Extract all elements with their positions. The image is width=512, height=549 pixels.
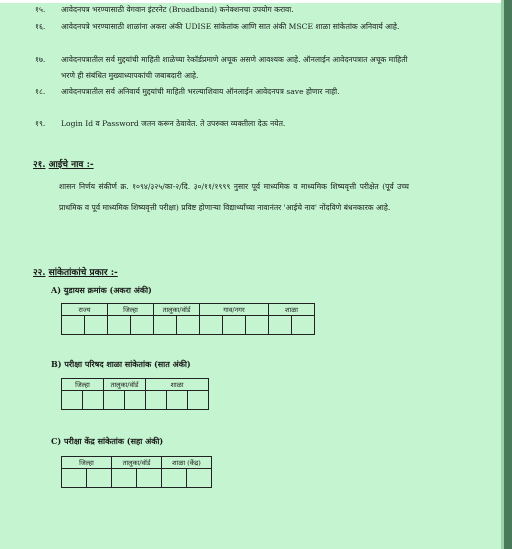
digit-box[interactable] <box>62 391 83 410</box>
code-b-title: B) परीक्षा परिषद शाळा सांकेतांक (सात अंकी) <box>51 359 191 369</box>
header-cell: तालुका/वॉर्ड <box>154 304 200 316</box>
header-cell: राज्य <box>62 304 108 316</box>
section-21-heading <box>33 157 94 170</box>
header-cell: जिल्हा <box>62 457 112 469</box>
item-text: आवेदनपत्रातील सर्व अनिवार्य मुद्दयांची माहिती भरल्याशिवाय ऑनलाईन आवेदनपत्र save होणार नाही. <box>61 87 340 96</box>
header-cell: तालुका/वॉर्ड <box>112 457 162 469</box>
header-cell: तालुका/वॉर्ड <box>104 379 146 391</box>
digit-box[interactable] <box>167 391 188 410</box>
digit-row <box>62 316 315 335</box>
digit-box[interactable] <box>177 316 200 335</box>
code-a-title: A) युडायस क्रमांक (अकरा अंकी) <box>51 285 152 295</box>
section-number: २२. <box>33 268 46 278</box>
digit-box[interactable] <box>125 391 146 410</box>
item-number: १६. <box>35 22 46 31</box>
udise-code-table <box>61 303 315 335</box>
digit-box[interactable] <box>154 316 177 335</box>
table-header-row <box>62 304 315 316</box>
digit-box[interactable] <box>246 316 269 335</box>
section-21-paragraph: शासन निर्णय संकीर्ण क्र. १०९४/३२५/का-२/दि. ३०/११/१९९९ नुसार पूर्व माध्यमिक व माध्यमिक शिष्यवृत्ती परीक्षेत (पूर्व उच्च प्राथमिक व पूर्व माध्यमिक शिष्यवृत्ती परीक्षा) प्रविष्ट होणाऱ्या विद्यार्थ्यांच्या नावानंतर 'आईचे नाव' नोंदविणे बंधनकारक आहे. <box>59 182 409 212</box>
item-number: १७. <box>35 55 46 64</box>
digit-box[interactable] <box>62 316 85 335</box>
section-title: आईचे नाव :- <box>48 160 94 170</box>
header-cell: शाळा <box>269 304 315 316</box>
header-cell: जिल्हा <box>108 304 154 316</box>
section-number: २१. <box>33 160 46 170</box>
digit-box[interactable] <box>188 391 209 410</box>
item-text: आवेदनपत्रे भरण्यासाठी शाळांना अकरा अंकी UDISE सांकेतांक आणि सात अंकी MSCE शाळा सांकेतांक अनिवार्य आहे. <box>61 22 400 31</box>
header-cell: जिल्हा <box>62 379 104 391</box>
header-cell: शाळा <box>146 379 209 391</box>
digit-box[interactable] <box>104 391 125 410</box>
item-number: १८. <box>35 87 46 96</box>
digit-box[interactable] <box>112 469 137 488</box>
digit-box[interactable] <box>292 316 315 335</box>
item-text: Login Id व Password जतन करून ठेवावेत. ते उपरुक्त व्यक्तीला देऊ नयेत. <box>61 119 286 128</box>
digit-box[interactable] <box>108 316 131 335</box>
item-number: १९. <box>35 119 46 128</box>
item-text: आवेदनपत्रातील सर्व मुद्दयांची माहिती शाळेच्या रेकॉर्डप्रमाणे अचूक असणे आवश्यक आहे. ऑनलाईन आवेदनपत्रात अचूक माहिती भरणे ही संबंधित मुख्याध्यापकांची जबाबदारी आहे. <box>61 55 408 80</box>
code-c-title: C) परीक्षा केंद्र सांकेतांक (सहा अंकी) <box>51 436 164 446</box>
digit-box[interactable] <box>85 316 108 335</box>
exam-center-code-table <box>61 456 212 488</box>
digit-box[interactable] <box>269 316 292 335</box>
digit-box[interactable] <box>223 316 246 335</box>
digit-row <box>62 469 212 488</box>
digit-box[interactable] <box>146 391 167 410</box>
header-cell: गाव/नगर <box>200 304 269 316</box>
digit-box[interactable] <box>83 391 104 410</box>
digit-box[interactable] <box>62 469 87 488</box>
digit-box[interactable] <box>87 469 112 488</box>
digit-box[interactable] <box>200 316 223 335</box>
digit-box[interactable] <box>187 469 212 488</box>
digit-box[interactable] <box>162 469 187 488</box>
scrollbar-edge[interactable] <box>504 0 512 549</box>
exam-council-code-table <box>61 378 209 410</box>
digit-box[interactable] <box>137 469 162 488</box>
section-title: सांकेतांकांचे प्रकार :- <box>48 268 118 278</box>
digit-box[interactable] <box>131 316 154 335</box>
item-number: १५. <box>35 5 46 14</box>
table-header-row <box>62 457 212 469</box>
section-22-heading <box>33 265 118 278</box>
table-header-row <box>62 379 209 391</box>
digit-row <box>62 391 209 410</box>
header-cell: शाळा (केंद्र) <box>162 457 212 469</box>
item-text: आवेदनपत्र भरण्यासाठी वेगवान इंटरनेट (Broadband) कनेक्शनचा उपयोग करावा. <box>61 5 294 14</box>
